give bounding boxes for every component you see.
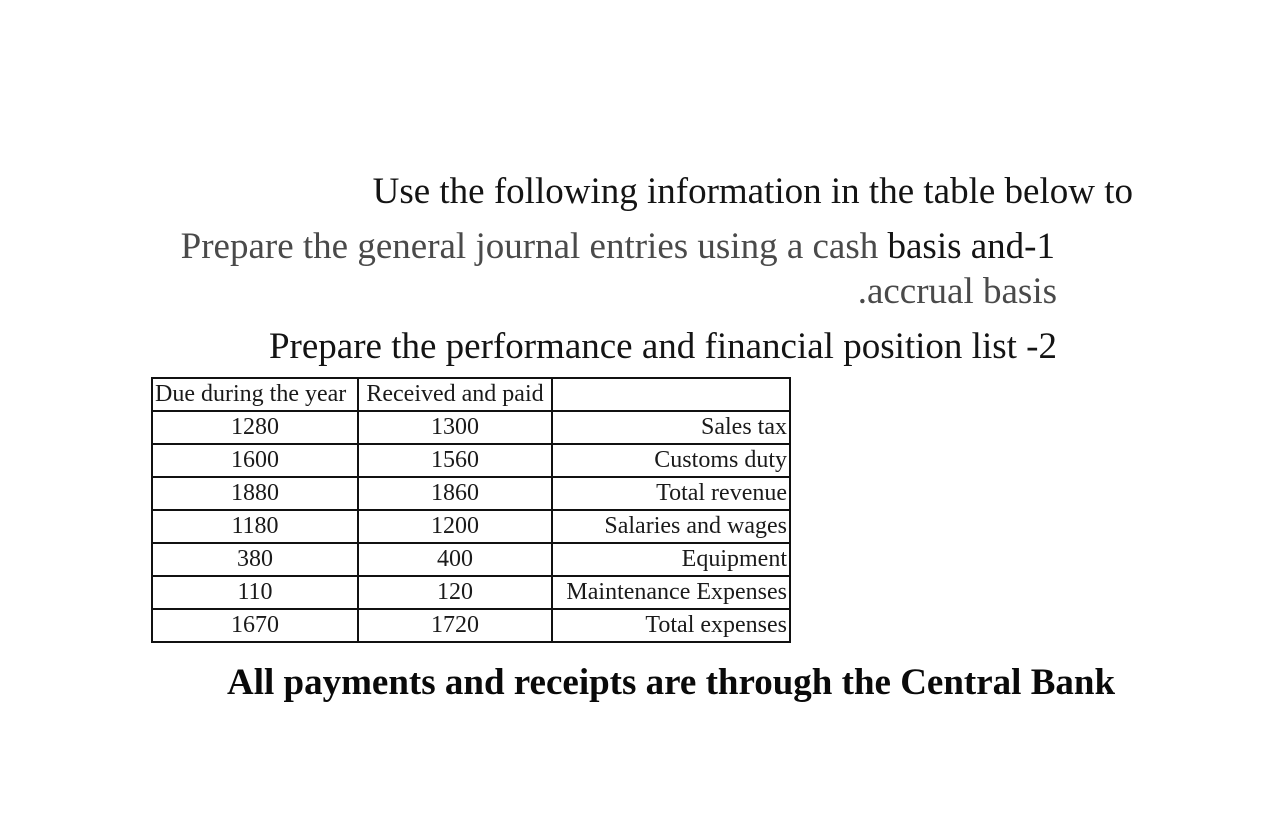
cell-received: 1300: [358, 411, 552, 444]
table-row: [152, 444, 790, 477]
cell-received: 1860: [358, 477, 552, 510]
cell-due: 110: [152, 576, 358, 609]
cell-due: 1670: [152, 609, 358, 642]
cell-due: 1600: [152, 444, 358, 477]
table-row: [152, 543, 790, 576]
cell-item: Sales tax: [552, 411, 790, 444]
table-row: [152, 411, 790, 444]
cell-received: 400: [358, 543, 552, 576]
cell-received: 1200: [358, 510, 552, 543]
cell-item: Total revenue: [552, 477, 790, 510]
data-table: [151, 377, 791, 643]
cell-item: Maintenance Expenses: [552, 576, 790, 609]
cell-received: 120: [358, 576, 552, 609]
table-row: [152, 576, 790, 609]
instruction-line-2-part-1: Prepare the general journal entries using a cash: [180, 226, 888, 267]
cell-item: Customs duty: [552, 444, 790, 477]
instruction-line-4: Prepare the performance and financial position list -2: [268, 326, 1057, 367]
cell-due: 1280: [152, 411, 358, 444]
header-item: [552, 378, 790, 411]
cell-item: Salaries and wages: [552, 510, 790, 543]
instruction-line-2-part-2: basis and-1: [887, 226, 1055, 267]
table-row: [152, 477, 790, 510]
instruction-line-1: Use the following information in the table below to: [372, 171, 1133, 212]
cell-received: 1560: [358, 444, 552, 477]
table-row: [152, 609, 790, 642]
cell-due: 380: [152, 543, 358, 576]
instruction-line-3: .accrual basis: [857, 271, 1057, 312]
cell-due: 1180: [152, 510, 358, 543]
table-header-row: [152, 378, 790, 411]
cell-received: 1720: [358, 609, 552, 642]
table-row: [152, 510, 790, 543]
header-received-and-paid: Received and paid: [358, 378, 552, 411]
cell-item: Equipment: [552, 543, 790, 576]
instruction-line-2: [181, 228, 1055, 265]
header-due-during-year: Due during the year: [152, 378, 358, 411]
cell-due: 1880: [152, 477, 358, 510]
footer-note: All payments and receipts are through the Central Bank: [227, 662, 1116, 703]
cell-item: Total expenses: [552, 609, 790, 642]
